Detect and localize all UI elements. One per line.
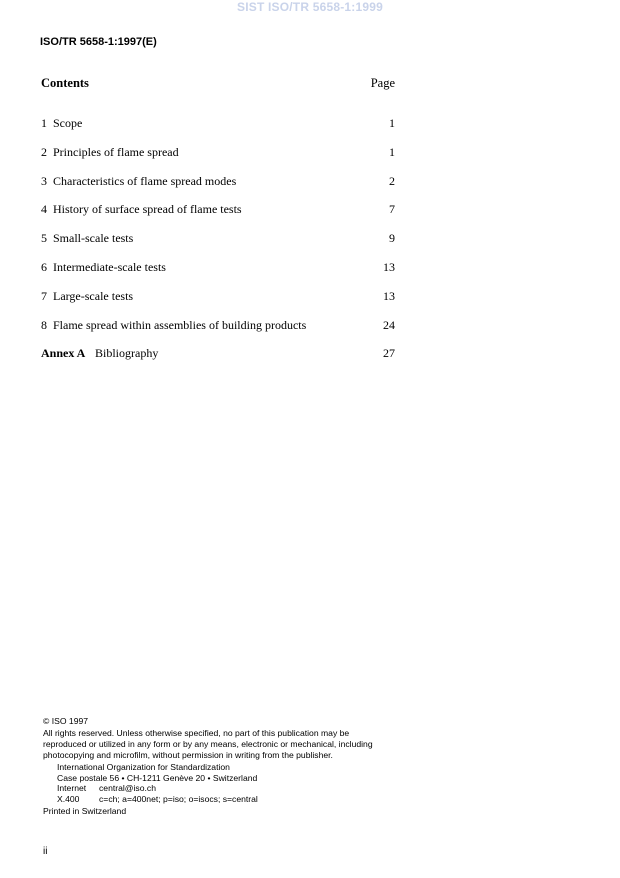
toc-entry-title: Characteristics of flame spread modes: [53, 173, 237, 188]
internet-row: [57, 783, 393, 794]
toc-entry[interactable]: [41, 145, 395, 174]
toc-entry-number: 8: [41, 317, 47, 332]
toc-annex-page: 27: [383, 346, 395, 361]
toc-entry-title: Principles of flame spread: [53, 144, 179, 159]
toc-annex-label: Annex A: [41, 346, 86, 361]
toc-entry[interactable]: [41, 318, 395, 347]
organization-name: International Organization for Standardization: [57, 762, 230, 772]
contents-title: Contents: [41, 76, 89, 90]
page-column-label: Page: [370, 76, 395, 90]
x400-row: [57, 794, 393, 805]
copyright-block: [43, 716, 393, 817]
toc-entry-number: 6: [41, 259, 47, 274]
toc-entry-title: History of surface spread of flame tests: [53, 202, 242, 217]
toc-entry[interactable]: [41, 174, 395, 203]
toc-entry-page: 7: [389, 202, 395, 217]
copyright-notice: © ISO 1997: [43, 716, 89, 726]
internet-label: Internet: [57, 783, 87, 794]
toc-entry-title: Small-scale tests: [53, 231, 134, 246]
contents-header: [41, 76, 395, 92]
x400-address: c=ch; a=400net; p=iso; o=isocs; s=central: [99, 793, 258, 804]
internet-address: central@iso.ch: [99, 783, 156, 794]
table-of-contents: [41, 116, 395, 375]
toc-entry-page: 13: [383, 259, 395, 274]
toc-entry[interactable]: [41, 231, 395, 260]
toc-entry-page: 2: [389, 173, 395, 188]
postal-address: Case postale 56 • CH-1211 Genève 20 • Switzerland: [57, 772, 258, 783]
toc-entry-title: Large-scale tests: [53, 288, 134, 303]
toc-entry-number: 3: [41, 173, 47, 188]
toc-entry-title: Scope: [53, 116, 83, 130]
publisher-address-block: [57, 762, 393, 804]
toc-entry[interactable]: [41, 289, 395, 318]
toc-entry-page: 13: [383, 288, 395, 303]
printed-in: Printed in Switzerland: [43, 806, 127, 817]
toc-entry-number: 4: [41, 202, 47, 217]
toc-entry[interactable]: [41, 116, 395, 145]
x400-label: X.400: [57, 793, 80, 804]
toc-entry-title: Flame spread within assemblies of building products: [53, 317, 307, 332]
toc-entry-title: Intermediate-scale tests: [53, 259, 166, 274]
toc-annex-entry[interactable]: [41, 346, 395, 375]
toc-entry-page: 9: [389, 231, 395, 246]
toc-entry-number: 7: [41, 288, 47, 303]
rights-statement: All rights reserved. Unless otherwise specified, no part of this publication may be reproduced or utilized in any form or by any means, electronic or mechanical, including photocopying and microfilm, without permission in writing from the publisher.: [43, 728, 373, 760]
toc-entry-number: 1: [41, 116, 47, 130]
toc-entry-page: 1: [389, 116, 395, 130]
toc-entry[interactable]: [41, 260, 395, 289]
page-number: ii: [43, 846, 48, 857]
toc-entry-page: 24: [383, 317, 395, 332]
toc-entry-number: 5: [41, 231, 47, 246]
watermark: SIST ISO/TR 5658-1:1999: [237, 0, 383, 14]
toc-annex-title: Bibliography: [95, 346, 159, 361]
document-id: ISO/TR 5658-1:1997(E): [40, 36, 157, 48]
toc-entry-number: 2: [41, 144, 47, 159]
toc-entry[interactable]: [41, 202, 395, 231]
toc-entry-page: 1: [389, 144, 395, 159]
